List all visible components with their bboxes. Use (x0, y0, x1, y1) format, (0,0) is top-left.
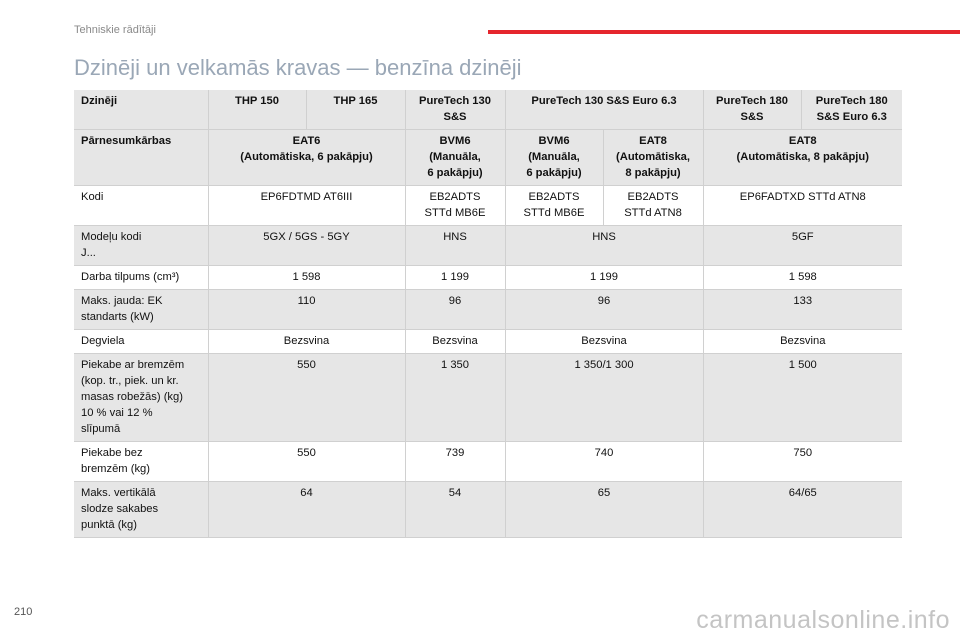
table-cell: 64 (208, 482, 405, 538)
table-cell: 5GF (703, 226, 902, 266)
page-title: Dzinēji un velkamās kravas — benzīna dzinēji (74, 55, 522, 80)
table-cell: 54 (405, 482, 505, 538)
row-label: Maks. jauda: EK standarts (kW) (74, 290, 208, 330)
table-row (74, 442, 902, 482)
gearbox-row (74, 130, 902, 186)
table-cell: 1 598 (208, 266, 405, 290)
table-cell: BVM6 (Manuāla, 6 pakāpju) (405, 130, 505, 186)
table-cell: HNS (505, 226, 703, 266)
row-label: Darba tilpums (cm³) (74, 266, 208, 290)
engine-spec-table (74, 90, 902, 538)
table-row (74, 330, 902, 354)
header-cell-puretech180-euro63: PureTech 180 S&S Euro 6.3 (801, 90, 902, 130)
table-cell: Bezsvina (405, 330, 505, 354)
table-cell: 110 (208, 290, 405, 330)
header-cell-thp165: THP 165 (306, 90, 405, 130)
table-cell: 550 (208, 442, 405, 482)
table-cell: 1 500 (703, 354, 902, 442)
table-cell: Bezsvina (208, 330, 405, 354)
table-cell: EAT6 (Automātiska, 6 pakāpju) (208, 130, 405, 186)
table-cell: EAT8 (Automātiska, 8 pakāpju) (603, 130, 703, 186)
table-cell: 133 (703, 290, 902, 330)
table-row (74, 354, 902, 442)
table-cell: 1 199 (505, 266, 703, 290)
table-row (74, 226, 902, 266)
table-cell: 550 (208, 354, 405, 442)
row-label: Pārnesumkārbas (74, 130, 208, 186)
table-cell: Bezsvina (505, 330, 703, 354)
page-number: 210 (14, 606, 33, 618)
table-cell: 96 (405, 290, 505, 330)
table-cell: 96 (505, 290, 703, 330)
table-row (74, 482, 902, 538)
table-row (74, 266, 902, 290)
header-cell-engines: Dzinēji (74, 90, 208, 130)
codes-row (74, 186, 902, 226)
table-cell: 1 350/1 300 (505, 354, 703, 442)
table-cell: 1 199 (405, 266, 505, 290)
header-cell-puretech130: PureTech 130 S&S (405, 90, 505, 130)
table-cell: 65 (505, 482, 703, 538)
table-cell: EP6FADTXD STTd ATN8 (703, 186, 902, 226)
table-cell: EB2ADTS STTd MB6E (405, 186, 505, 226)
table-cell: 750 (703, 442, 902, 482)
row-label: Kodi (74, 186, 208, 226)
table-cell: EAT8 (Automātiska, 8 pakāpju) (703, 130, 902, 186)
row-label: Maks. vertikālā slodze sakabes punktā (kg) (74, 482, 208, 538)
row-label: Degviela (74, 330, 208, 354)
row-label: Piekabe ar bremzēm (kop. tr., piek. un kr. masas robežās) (kg) 10 % vai 12 % slīpumā (74, 354, 208, 442)
header-cell-puretech130-euro63: PureTech 130 S&S Euro 6.3 (505, 90, 703, 130)
table-cell: 5GX / 5GS - 5GY (208, 226, 405, 266)
table-cell: HNS (405, 226, 505, 266)
table-cell: 740 (505, 442, 703, 482)
row-label: Modeļu kodi J... (74, 226, 208, 266)
header-row (74, 90, 902, 130)
table-cell: 1 598 (703, 266, 902, 290)
table-cell: Bezsvina (703, 330, 902, 354)
watermark: carmanualsonline.info (696, 606, 950, 634)
row-label: Piekabe bez bremzēm (kg) (74, 442, 208, 482)
table-cell: BVM6 (Manuāla, 6 pakāpju) (505, 130, 603, 186)
section-header: Tehniskie rādītāji (74, 24, 156, 36)
table-cell: EB2ADTS STTd ATN8 (603, 186, 703, 226)
section-accent-bar (488, 30, 960, 34)
header-cell-thp150: THP 150 (208, 90, 306, 130)
table-cell: EP6FDTMD AT6III (208, 186, 405, 226)
table-cell: 739 (405, 442, 505, 482)
table-cell: 1 350 (405, 354, 505, 442)
header-cell-puretech180: PureTech 180 S&S (703, 90, 801, 130)
table-cell: EB2ADTS STTd MB6E (505, 186, 603, 226)
table-cell: 64/65 (703, 482, 902, 538)
table-row (74, 290, 902, 330)
